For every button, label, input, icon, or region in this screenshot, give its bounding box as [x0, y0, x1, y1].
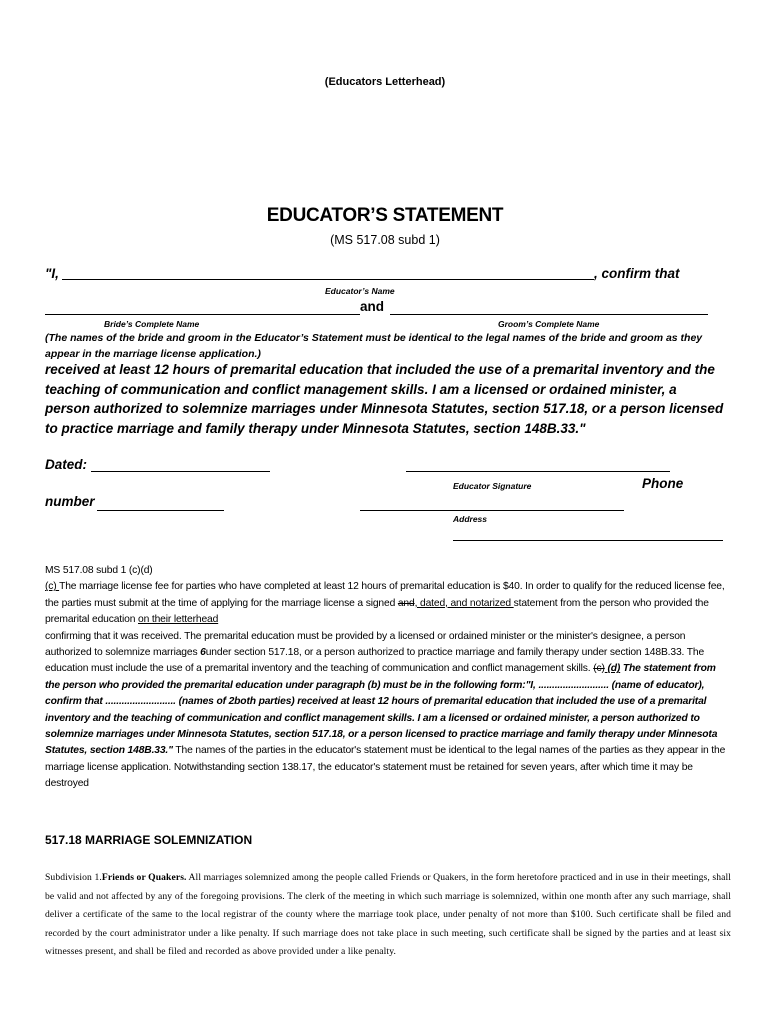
- number-label: number: [45, 494, 95, 509]
- educator-name-label: Educator’s Name: [325, 286, 395, 296]
- struck-and: and: [397, 597, 415, 609]
- statement-form-text: The statement from the person who provided the premarital education under paragraph (b) must be in the following form:"I, .......................... (name of educator), confirm that .......................... (names of 2both parties) received at least 12 hours of premarital education that included the use of a premarital inventory and the teaching of communication and conflict management skills. I am a licensed or ordained minister, a person authorized to solemnize marriages under Minnesota Statutes, section 517.18, or a person licensed to practice marriage and family therapy under Minnesota Statutes, section 148B.33.": [45, 663, 718, 757]
- stray-6: 6: [200, 647, 206, 659]
- subdivision-title: Friends or Quakers.: [101, 872, 187, 883]
- dated-label: Dated:: [45, 457, 88, 472]
- d-marker: (d): [604, 663, 621, 675]
- quote-prefix: "I,: [45, 266, 59, 281]
- struck-c: (c): [593, 663, 605, 675]
- statute-reference: (MS 517.08 subd 1): [330, 233, 440, 247]
- address-field-1[interactable]: [360, 510, 624, 511]
- statement-body: received at least 12 hours of premarital education that included the use of a premarital inventory and the teaching of communication and conflict management skills. I am a licensed or ordained minister, a person authorized to solemnize marriages under Minnesota Statutes, section 517.18, or a person licensed to practice marriage and family therapy under Minnesota Statutes, section 148B.33.": [45, 362, 724, 436]
- statute-excerpt: MS 517.08 subd 1 (c)(d) (c) The marriage license fee for parties who have completed at least 12 hours of premarital education is $40. In order to qualify for the reduced license fee, the parties must submit at the time of applying for the marriage license a signed and, dated, and notarized statement from the person who provided the premarital education on their letterhead confirming that it was received. The premarital education must be provided by a licensed or ordained minister or the minister's designee, a person authorized to solemnize marriages 6under section 517.18, or a person authorized to practice marriage and family therapy under section 148B.33. The education must include the use of a premarital inventory and the teaching of communication and conflict management skills. (c) (d) The statement from the person who provided the premarital education under paragraph (b) must be in the following form:"I, .......................... (name of educator), confirm that .......................... (names of 2both parties) received at least 12 hours of premarital education that included the use of a premarital inventory and the teaching of communication and conflict management skills. I am a licensed or ordained minister, a person authorized to solemnize marriages under Minnesota Statutes, section 517.18, or a person licensed to practice marriage and family therapy under Minnesota Statutes, section 148B.33." The names of the parties in the educator's statement must be identical to the legal names of the parties as they appear in the marriage license application. Notwithstanding section 138.17, the educator's statement must be retained for seven years, after which time it may be destroyed: [45, 563, 730, 793]
- educator-name-field[interactable]: [62, 279, 594, 280]
- bride-name-field[interactable]: [45, 314, 360, 315]
- signature-field[interactable]: [406, 471, 670, 472]
- groom-name-field[interactable]: [390, 314, 708, 315]
- letterhead-placeholder: (Educators Letterhead): [324, 76, 446, 88]
- statute-excerpt-heading: MS 517.08 subd 1 (c)(d): [45, 565, 153, 576]
- signature-label: Educator Signature: [453, 481, 532, 491]
- address-field-2[interactable]: [453, 540, 723, 541]
- phone-number-field[interactable]: [97, 510, 224, 511]
- groom-name-label: Groom’s Complete Name: [498, 319, 600, 329]
- names-note: (The names of the bride and groom in the Educator’s Statement must be identical to the legal names of the bride and groom as they appear in the marriage license application.): [45, 332, 703, 360]
- quaker-statute: Subdivision 1.Friends or Quakers. All marriages solemnized among the people called Friends or Quakers, in the form heretofore practiced and in use in their meetings, shall be valid and not affected by any of the foregoing provisions. The clerk of the meeting in which such marriage is solemnized, within one month after any such marriage, shall deliver a certificate of the same to the local registrar of the county where the marriage took place, under penalty of not more than $100. Such certificate shall be filed and recorded by the court administrator under a like penalty. If such marriage does not take place in such meeting, such certificate shall be signed by the parties and at least six witnesses present, and shall be filed and recorded as above provided under a like penalty.: [45, 872, 732, 958]
- bride-name-label: Bride’s Complete Name: [104, 319, 200, 329]
- date-field[interactable]: [91, 471, 270, 472]
- section-heading: 517.18 MARRIAGE SOLEMNIZATION: [45, 833, 253, 847]
- document-title: EDUCATOR’S STATEMENT: [266, 205, 504, 226]
- phone-label: Phone: [642, 476, 684, 491]
- c-marker: (c): [45, 581, 60, 593]
- letterhead-phrase: on their letterhead: [138, 614, 219, 626]
- and-connector: and: [360, 299, 385, 314]
- confirm-that-text: , confirm that: [594, 266, 680, 281]
- address-label: Address: [453, 514, 488, 524]
